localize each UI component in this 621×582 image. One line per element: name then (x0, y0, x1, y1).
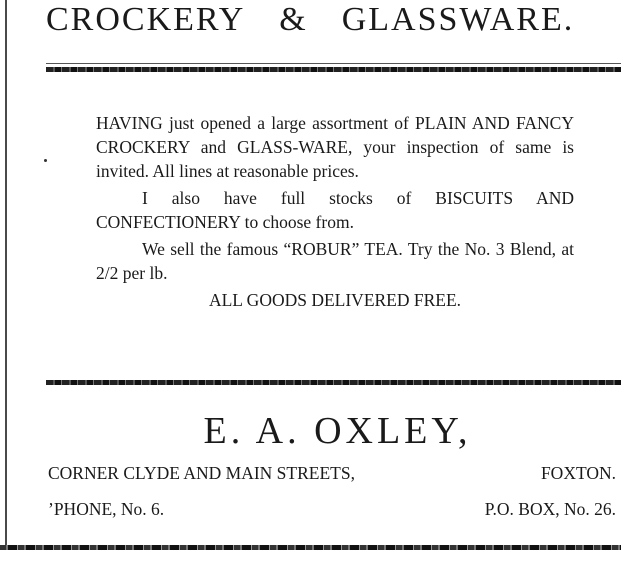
headline (46, 0, 621, 40)
street-address: CORNER CLYDE AND MAIN STREETS, (48, 463, 355, 483)
column-border (5, 0, 7, 548)
paragraph-delivery: ALL GOODS DELIVERED FREE. (208, 290, 462, 310)
merchant-name: E. A. OXLEY, (203, 410, 472, 452)
headline-crockery: CROCKERY (46, 1, 246, 38)
paragraph-assortment: HAVING just opened a large assortment of PLAIN AND FANCY CROCKERY and GLASS-WARE, your inspection of same is invited. All lines at reasonable prices. (96, 113, 574, 181)
town-name: FOXTON. (540, 463, 616, 483)
top-rule (46, 67, 621, 72)
print-speck (44, 159, 47, 162)
phone-number: ’PHONE, No. 6. (48, 499, 165, 519)
paragraph-tea: We sell the famous “ROBUR” TEA. Try the No. 3 Blend, at 2/2 per lb. (96, 239, 574, 283)
middle-rule (46, 380, 621, 385)
bottom-rule (0, 545, 621, 550)
headline-glassware: GLASSWARE. (341, 1, 575, 38)
advert-body (96, 111, 574, 312)
paragraph-biscuits: I also have full stocks of BISCUITS AND CONFECTIONERY to choose from. (96, 188, 574, 232)
headline-ampersand: & (279, 1, 308, 38)
po-box: P.O. BOX, No. 26. (484, 499, 616, 519)
